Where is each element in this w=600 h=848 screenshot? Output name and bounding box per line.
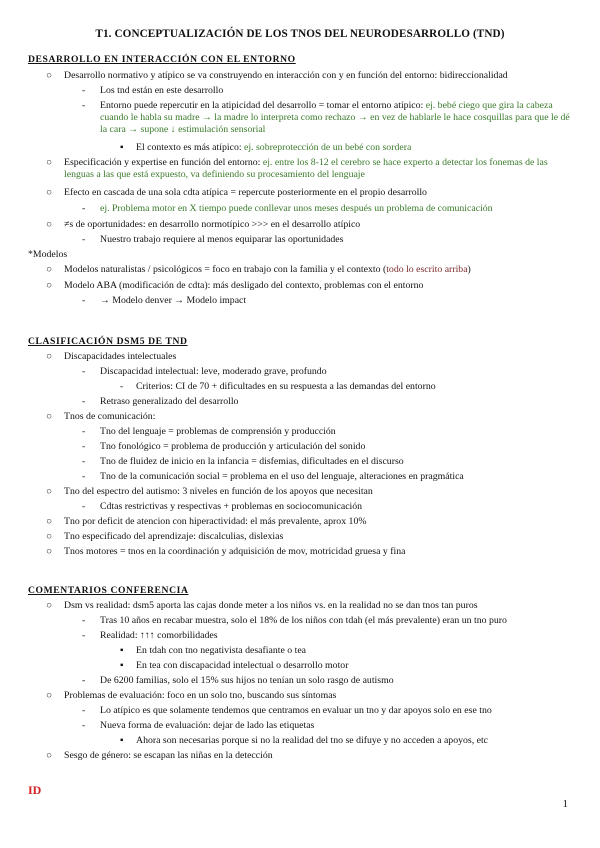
item-c1-2-1: En tdah con tno negativista desafiante o tea bbox=[136, 645, 307, 656]
bullet-circle: ○ bbox=[46, 516, 52, 527]
item-c1-2: Realidad: ↑↑↑ comorbilidades bbox=[100, 630, 218, 641]
item-a1: Desarrollo normativo y atípico se va construyendo en interacción con y en función del entorno: bidireccionalidad bbox=[64, 70, 508, 81]
bullet-dash: - bbox=[82, 295, 86, 306]
item-b3: Tno del espectro del autismo: 3 niveles en función de los apoyos que necesitan bbox=[64, 486, 373, 497]
bullet-circle: ○ bbox=[46, 600, 52, 611]
item-b2-3: Tno de fluidez de inicio en la infancia = disfemias, dificultades en el discurso bbox=[100, 456, 404, 467]
item-b5: Tno especificado del aprendizaje: discalculias, dislexias bbox=[64, 531, 284, 542]
bullet-dash: - bbox=[82, 471, 86, 482]
item-b2-1: Tno del lenguaje = problemas de comprensión y producción bbox=[100, 426, 336, 437]
item-c1-3: De 6200 familias, solo el 15% sus hijos no tenían un solo rasgo de autismo bbox=[100, 675, 394, 686]
item-a1-2-1 bbox=[136, 142, 411, 154]
bullet-circle: ○ bbox=[46, 690, 52, 701]
item-b1-1: Discapacidad intelectual: leve, moderado grave, profundo bbox=[100, 366, 327, 377]
item-c1: Dsm vs realidad: dsm5 aporta las cajas donde meter a los niños vs. en la realidad no se dan tnos tan puros bbox=[64, 600, 478, 611]
item-a3: Efecto en cascada de una sola cdta atípica = repercute posteriormente en el propio desarrollo bbox=[64, 187, 427, 198]
item-c2-1: Lo atípico es que solamente tendemos que centramos en evaluar un tno y dar apoyos solo en ese tno bbox=[100, 705, 492, 716]
item-b1: Discapacidades intelectuales bbox=[64, 351, 177, 362]
bullet-circle: ○ bbox=[46, 411, 52, 422]
section-heading-entorno: DESARROLLO EN INTERACCIÓN CON EL ENTORNO bbox=[28, 54, 296, 65]
bullet-dash: - bbox=[82, 426, 86, 437]
bullet-dash: - bbox=[82, 720, 86, 731]
bullet-circle: ○ bbox=[46, 531, 52, 542]
item-a1-2 bbox=[100, 100, 570, 136]
example-a1-2-1: ej. sobreprotección de un bebé con sordera bbox=[244, 142, 412, 153]
bullet-circle: ○ bbox=[46, 157, 52, 168]
bullet-dash: - bbox=[82, 615, 86, 626]
footer-id-label: ID bbox=[28, 783, 42, 797]
text-m1-end: ) bbox=[467, 264, 471, 275]
item-b2-2: Tno fonológico = problema de producción y articulación del sonido bbox=[100, 441, 366, 452]
item-b3-1: Cdtas restrictivas y respectivas + problemas en sociocomunicación bbox=[100, 501, 363, 512]
text-a2: Especificación y expertise en función del entorno: bbox=[64, 157, 263, 168]
bullet-circle: ○ bbox=[46, 187, 52, 198]
bullet-dash: - bbox=[82, 501, 86, 512]
bullet-dash: - bbox=[82, 85, 86, 96]
text-m1: Modelos naturalistas / psicológicos = foco en trabajo con la familia y el contexto ( bbox=[64, 264, 387, 275]
item-c3: Sesgo de género: se escapan las niñas en la detección bbox=[64, 750, 273, 761]
item-b1-2: Retraso generalizado del desarrollo bbox=[100, 396, 239, 407]
item-c2-2: Nueva forma de evaluación: dejar de lado las etiquetas bbox=[100, 720, 315, 731]
text-a1-2: Entorno puede repercutir en la atipicidad del desarrollo = tomar el entorno atípico: bbox=[100, 100, 426, 111]
item-c1-2-2: En tea con discapacidad intelectual o desarrollo motor bbox=[136, 660, 349, 671]
item-c1-1: Tras 10 años en recabar muestra, solo el 18% de los niños con tdah (el más prevalente) eran un tno puro bbox=[100, 615, 507, 626]
item-c2-2-1: Ahora son necesarias porque si no la realidad del tno se difuye y no acceden a apoyos, etc bbox=[136, 735, 489, 746]
bullet-dash: - bbox=[82, 396, 86, 407]
section-heading-dsm5: CLASIFICACIÓN DSM5 DE TND bbox=[28, 336, 188, 347]
bullet-circle: ○ bbox=[46, 750, 52, 761]
item-b1-1-1: Criterios: CI de 70 + dificultades en su respuesta a las demandas del entorno bbox=[136, 381, 436, 392]
example-a1-2: ej. bebé ciego que gira la cabeza cuando le habla su madre → la madre lo interpreta como rechazo → en vez de hablarle le hace cosquillas para que le dé la cara → supone ↓ estimulación sensorial bbox=[100, 100, 570, 135]
item-m2-1: → Modelo denver → Modelo impact bbox=[100, 295, 247, 306]
bullet-dash: - bbox=[82, 100, 86, 111]
note-m1: todo lo escrito arriba bbox=[386, 264, 468, 275]
bullet-circle: ○ bbox=[46, 486, 52, 497]
bullet-dot: ▪ bbox=[120, 645, 124, 656]
item-b2: Tnos de comunicación: bbox=[64, 411, 156, 422]
example-a2: ej. entre los 8-12 el cerebro se hace experto a detectar los fonemas de las lenguas a las que está expuesto, va definiendo su procesamiento del lenguaje bbox=[64, 157, 548, 180]
bullet-circle: ○ bbox=[46, 70, 52, 81]
item-c2: Problemas de evaluación: foco en un solo tno, buscando sus síntomas bbox=[64, 690, 337, 701]
bullet-dash: - bbox=[82, 366, 86, 377]
bullet-dash: - bbox=[120, 381, 124, 392]
bullet-dot: ▪ bbox=[120, 142, 124, 153]
item-a2 bbox=[64, 157, 569, 181]
section-heading-conferencia: COMENTARIOS CONFERENCIA bbox=[28, 585, 189, 596]
item-b4: Tno por deficit de atencion con hiperactividad: el más prevalente, aprox 10% bbox=[64, 516, 367, 527]
bullet-circle: ○ bbox=[46, 546, 52, 557]
item-m1 bbox=[64, 264, 471, 276]
bullet-circle: ○ bbox=[46, 351, 52, 362]
item-m2: Modelo ABA (modificación de cdta): más desligado del contexto, problemas con el entorno bbox=[64, 280, 424, 291]
bullet-dash: - bbox=[82, 203, 86, 214]
item-b6: Tnos motores = tnos en la coordinación y adquisición de mov, motricidad gruesa y fina bbox=[64, 546, 406, 557]
page-number: 1 bbox=[562, 798, 568, 810]
bullet-dash: - bbox=[82, 441, 86, 452]
bullet-circle: ○ bbox=[46, 280, 52, 291]
text-a1-2-1: El contexto es más atípico: bbox=[136, 142, 245, 153]
bullet-dash: - bbox=[82, 705, 86, 716]
models-label: *Modelos bbox=[28, 249, 68, 260]
bullet-circle: ○ bbox=[46, 219, 52, 230]
item-a4-1: Nuestro trabajo requiere al menos equiparar las oportunidades bbox=[100, 234, 344, 245]
bullet-circle: ○ bbox=[46, 264, 52, 275]
bullet-dash: - bbox=[82, 234, 86, 245]
bullet-dash: - bbox=[82, 630, 86, 641]
item-a1-1: Los tnd están en este desarrollo bbox=[100, 85, 224, 96]
page-title: T1. CONCEPTUALIZACIÓN DE LOS TNOS DEL NEURODESARROLLO (TND) bbox=[95, 28, 505, 40]
bullet-dash: - bbox=[82, 675, 86, 686]
bullet-dot: ▪ bbox=[120, 735, 124, 746]
item-a4: ≠s de oportunidades: en desarrollo normotípico >>> en el desarrollo atípico bbox=[64, 219, 361, 230]
bullet-dot: ▪ bbox=[120, 660, 124, 671]
bullet-dash: - bbox=[82, 456, 86, 467]
item-a3-1: ej. Problema motor en X tiempo puede conllevar unos meses después un problema de comunicación bbox=[100, 203, 493, 214]
item-b2-4: Tno de la comunicación social = problema en el uso del lenguaje, alteraciones en pragmática bbox=[100, 471, 464, 482]
